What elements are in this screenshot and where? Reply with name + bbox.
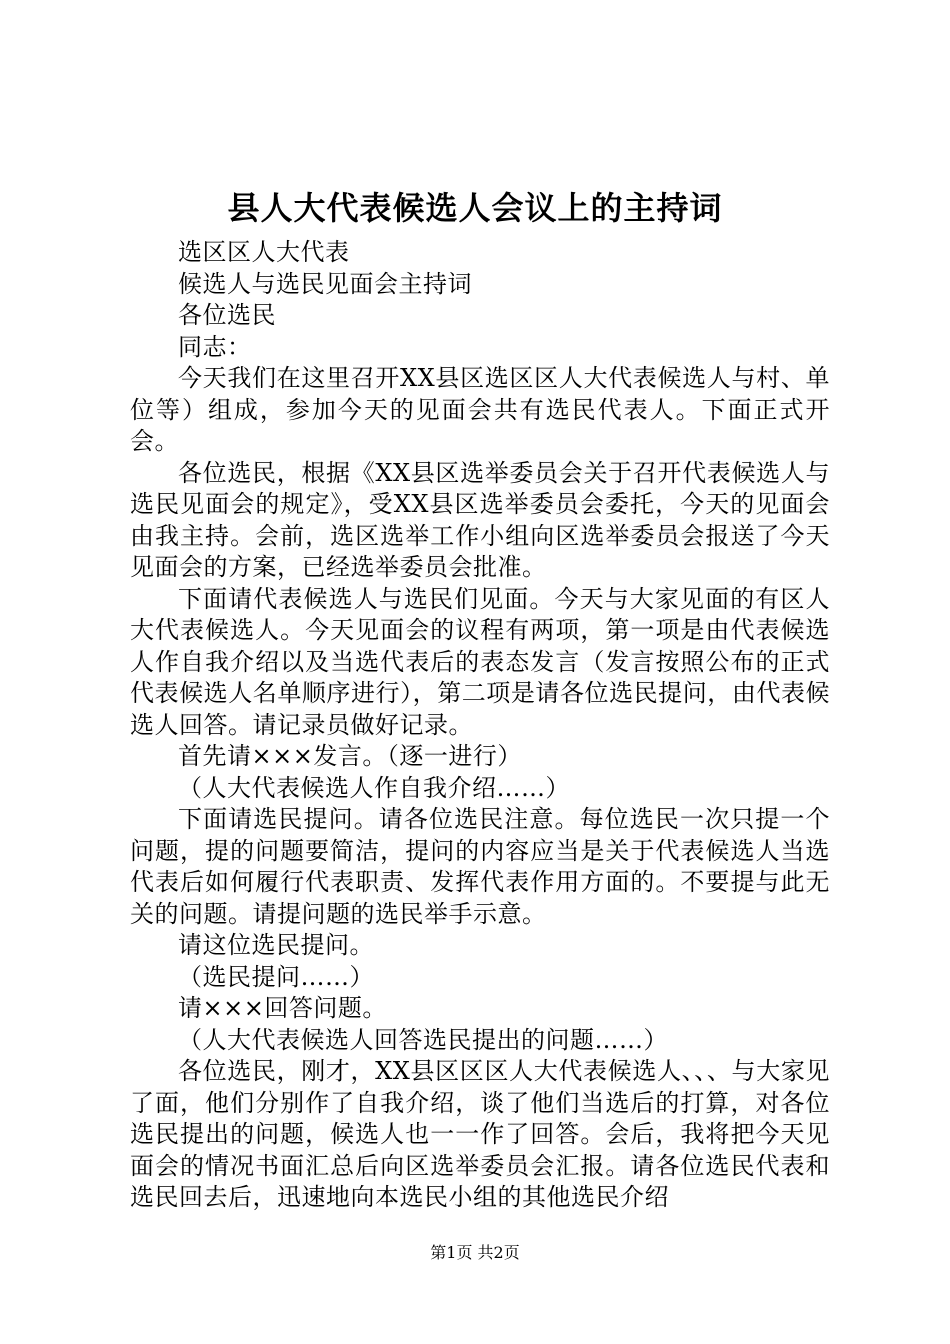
- paragraph: （人大代表候选人作自我介绍……）: [178, 773, 570, 802]
- paragraph: 首先请×××发言。（逐一进行）: [178, 742, 522, 770]
- paragraph: 选区区人大代表: [178, 238, 350, 266]
- page-footer: 第1页 共2页: [430, 1243, 520, 1262]
- paragraph: 各位选民，根据《XX县区选举委员会关于召开代表候选人与选民见面会的规定》，受XX县区选举委员会委托，今天的见面会由我主持。会前，选区选举工作小组向区选举委员会报送了今天见面会的方案，已经选举委员会批准。: [130, 458, 830, 581]
- paragraph: 各位选民，刚才，XX县区区区人大代表候选人、、、与大家见了面，他们分别作了自我介绍，谈了他们当选后的打算，对各位选民提出的问题，候选人也一一作了回答。会后，我将把今天见面会的情况书面汇总后向区选举委员会汇报。请各位选民代表和选民回去后，迅速地向本选民小组的其他选民介绍: [130, 1057, 830, 1211]
- paragraph: 同志：: [178, 332, 252, 361]
- paragraph: 请×××回答问题。: [178, 994, 387, 1022]
- paragraph: 下面请代表候选人与选民们见面。今天与大家见面的有区人大代表候选人。今天见面会的议程有两项，第一项是由代表候选人作自我介绍以及当选代表后的表态发言（发言按照公布的正式代表候选人名单顺序进行），第二项是请各位选民提问，由代表候选人回答。请记录员做好记录。: [130, 584, 830, 739]
- paragraph: 各位选民: [178, 301, 276, 329]
- paragraph: （选民提问……）: [178, 962, 374, 991]
- document-body: [130, 237, 830, 1214]
- paragraph: 候选人与选民见面会主持词: [178, 269, 472, 298]
- paragraph: 今天我们在这里召开XX县区选区区人大代表候选人与村、单位等）组成，参加今天的见面会共有选民代表人。下面正式开会。: [130, 364, 830, 455]
- paragraph: 下面请选民提问。请各位选民注意。每位选民一次只提一个问题，提的问题要简洁，提问的内容应当是关于代表候选人当选代表后如何履行代表职责、发挥代表作用方面的。不要提与此无关的问题。请提问题的选民举手示意。: [130, 805, 830, 928]
- paragraph: （人大代表候选人回答选民提出的问题……）: [178, 1025, 668, 1054]
- document-title: 县人大代表候选人会议上的主持词: [227, 189, 723, 227]
- paragraph: 请这位选民提问。: [178, 931, 374, 959]
